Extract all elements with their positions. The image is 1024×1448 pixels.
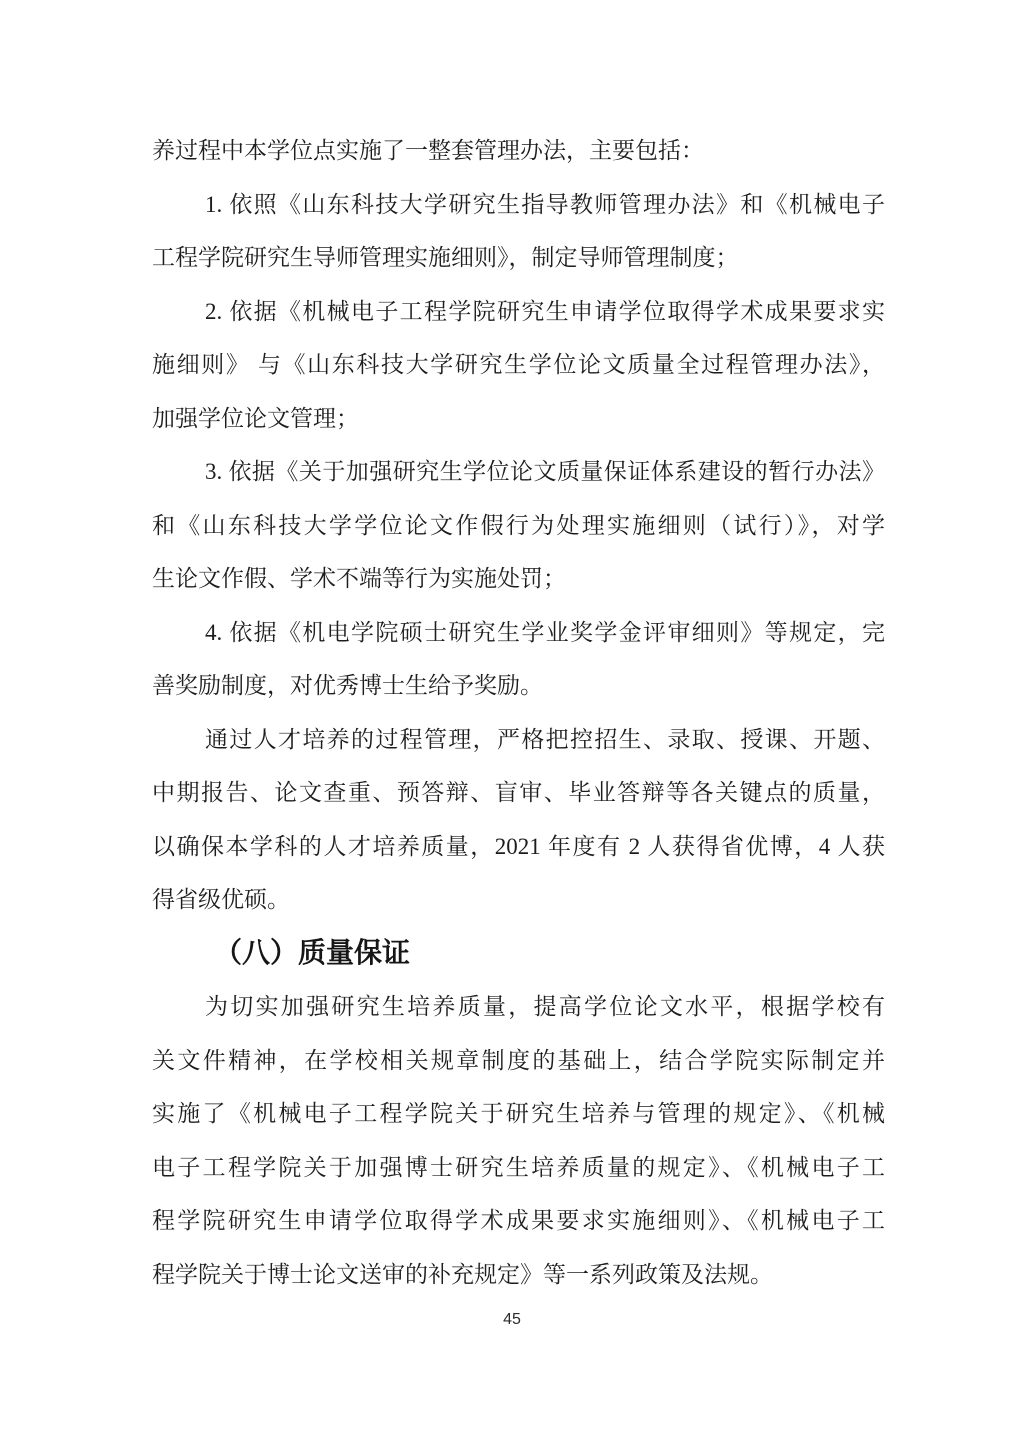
body-line: 善奖励制度，对优秀博士生给予奖励。 — [152, 673, 543, 698]
body-line: 工程学院研究生导师管理实施细则》，制定导师管理制度； — [152, 245, 739, 270]
page-number: 45 — [503, 1311, 521, 1328]
body-line: 电子工程学院关于加强博士研究生培养质量的规定》、《机械电子工 — [152, 1154, 885, 1180]
body-line: 程学院关于博士论文送审的补充规定》等一系列政策及法规。 — [152, 1261, 773, 1287]
body-line: 2. 依据《机械电子工程学院研究生申请学位取得学术成果要求实 — [205, 298, 885, 324]
body-line: 通过人才培养的过程管理，严格把控招生、录取、授课、开题、 — [205, 726, 885, 752]
body-line: 1. 依照《山东科技大学研究生指导教师管理办法》和《机械电子 — [205, 191, 885, 217]
body-line: 程学院研究生申请学位取得学术成果要求实施细则》、《机械电子工 — [152, 1208, 885, 1233]
body-line: 关文件精神，在学校相关规章制度的基础上，结合学院实际制定并 — [152, 1047, 885, 1073]
body-line: 加强学位论文管理； — [152, 405, 359, 431]
body-line: 3. 依据《关于加强研究生学位论文质量保证体系建设的暂行办法》 — [205, 459, 885, 484]
page-body-text — [152, 124, 885, 1301]
body-line: 为切实加强研究生培养质量，提高学位论文水平，根据学校有 — [205, 994, 885, 1019]
body-line: 中期报告、论文查重、预答辩、盲审、毕业答辩等各关键点的质量， — [152, 780, 885, 805]
body-line: 以确保本学科的人才培养质量，2021 年度有 2 人获得省优博，4 人获 — [152, 833, 885, 859]
body-line: 生论文作假、学术不端等行为实施处罚； — [152, 566, 566, 591]
body-line: 得省级优硕。 — [152, 887, 290, 912]
body-line: 养过程中本学位点实施了一整套管理办法，主要包括： — [152, 138, 704, 163]
body-line: 实施了《机械电子工程学院关于研究生培养与管理的规定》、《机械 — [152, 1101, 885, 1126]
body-line: 4. 依据《机电学院硕士研究生学业奖学金评审细则》等规定，完 — [205, 619, 885, 645]
body-line: 和《山东科技大学学位论文作假行为处理实施细则（试行）》，对学 — [152, 512, 885, 538]
body-line: 施细则》 与《山东科技大学研究生学位论文质量全过程管理办法》， — [152, 352, 885, 377]
section-heading: （八）质量保证 — [214, 937, 411, 969]
